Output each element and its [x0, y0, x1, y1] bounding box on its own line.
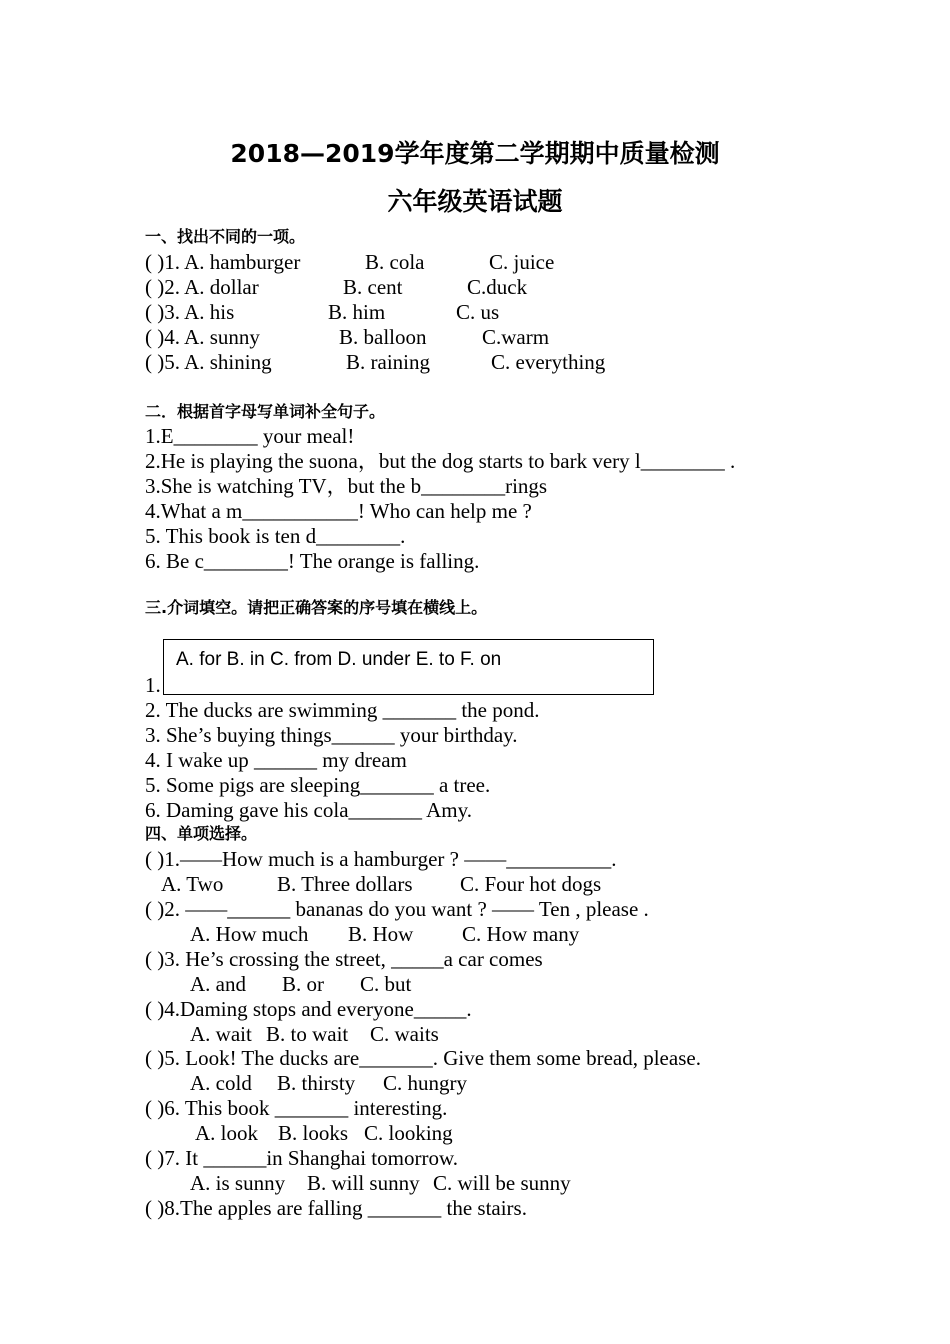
option-a: A. How much [190, 922, 309, 946]
preposition-options-box [163, 639, 654, 695]
part1-item [145, 300, 500, 324]
part1-item [145, 325, 550, 349]
part1-item [145, 275, 528, 299]
option-b: B. to wait [266, 1022, 349, 1046]
option-b: B. Three dollars [277, 872, 413, 896]
part2-line: 5. This book is ten d________. [145, 524, 406, 548]
part2-line: 1.E________ your meal! [145, 424, 355, 448]
part3-line: 6. Daming gave his cola_______ Amy. [145, 798, 473, 822]
exam-title: 2018—2019学年度第二学期期中质量检测 [230, 139, 720, 168]
option-a: A. look [195, 1121, 258, 1145]
part1-heading: 一、找出不同的一项。 [145, 227, 306, 246]
part3-line: 5. Some pigs are sleeping_______ a tree. [145, 773, 491, 797]
part3-line: 3. She’s buying things______ your birthday. [145, 723, 518, 747]
part1-option-c: C. us [456, 300, 500, 324]
part4-options [190, 1171, 571, 1195]
part1-item-stem: ( )2. A. dollar [145, 275, 259, 299]
part4-options [161, 872, 602, 896]
part2-line: 4.What a m___________! Who can help me ? [145, 499, 532, 523]
option-a: A. is sunny [190, 1171, 286, 1195]
part4-question: ( )5. Look! The ducks are_______. Give them some bread, please. [145, 1046, 701, 1070]
part2-line: 2.He is playing the suona，but the dog starts to bark very l________ . [145, 449, 736, 473]
option-c: C. waits [370, 1022, 439, 1046]
part1-option-b: B. balloon [339, 325, 427, 349]
part1-option-b: B. cola [365, 250, 425, 274]
part4-question: ( )7. It ______in Shanghai tomorrow. [145, 1146, 459, 1170]
part3-line: 1. [145, 673, 161, 697]
part3-heading: 三.介词填空。请把正确答案的序号填在横线上。 [145, 598, 488, 617]
part4-question: ( )1.——How much is a hamburger ? ——__________. [145, 847, 617, 871]
part2-line: 6. Be c________! The orange is falling. [145, 549, 480, 573]
part4-options [190, 1071, 467, 1095]
option-c: C. will be sunny [433, 1171, 571, 1195]
part4-heading: 四、单项选择。 [145, 824, 258, 843]
option-c: C. looking [364, 1121, 453, 1145]
part1-item [145, 250, 555, 274]
option-c: C. hungry [383, 1071, 467, 1095]
option-b: B. looks [278, 1121, 349, 1145]
part1-item-stem: ( )3. A. his [145, 300, 235, 324]
part1-item-stem: ( )1. A. hamburger [145, 250, 301, 274]
part1-option-b: B. him [328, 300, 386, 324]
option-c: C. Four hot dogs [460, 872, 602, 896]
part4-question: ( )4.Daming stops and everyone_____. [145, 997, 472, 1021]
option-b: B. or [282, 972, 324, 996]
part4-options [190, 972, 412, 996]
part4-options [190, 1022, 439, 1046]
part4-options [190, 922, 580, 946]
option-c: C. How many [462, 922, 580, 946]
part1-item-stem: ( )5. A. shining [145, 350, 272, 374]
part1-option-b: B. raining [346, 350, 430, 374]
option-b: B. How [348, 922, 414, 946]
exam-subtitle: 六年级英语试题 [387, 187, 563, 216]
option-a: A. wait [190, 1022, 252, 1046]
option-a: A. Two [161, 872, 224, 896]
option-b: B. thirsty [277, 1071, 356, 1095]
part2-heading: 二．根据首字母写单词补全句子。 [145, 402, 386, 421]
option-c: C. but [360, 972, 412, 996]
part4-question: ( )3. He’s crossing the street, _____a car comes [145, 947, 543, 971]
part2-line: 3.She is watching TV，but the b________rings [145, 474, 548, 498]
part1-option-c: C. juice [489, 250, 555, 274]
part4-question: ( )2. ——______ bananas do you want ? —— Ten , please . [145, 897, 649, 921]
part1-item-stem: ( )4. A. sunny [145, 325, 260, 349]
part1-option-c: C.duck [467, 275, 528, 299]
preposition-options: A. for B. in C. from D. under E. to F. on [176, 649, 502, 670]
part1-item [145, 350, 606, 374]
part1-option-c: C. everything [491, 350, 606, 374]
part3-line: 4. I wake up ______ my dream [145, 748, 407, 772]
option-a: A. cold [190, 1071, 252, 1095]
part4-options [195, 1121, 453, 1145]
part4-question: ( )8.The apples are falling _______ the stairs. [145, 1196, 527, 1220]
option-a: A. and [190, 972, 246, 996]
part3-line: 2. The ducks are swimming _______ the pond. [145, 698, 540, 722]
option-b: B. will sunny [307, 1171, 420, 1195]
part1-option-b: B. cent [343, 275, 403, 299]
part4-question: ( )6. This book _______ interesting. [145, 1096, 448, 1120]
part1-option-c: C.warm [482, 325, 550, 349]
